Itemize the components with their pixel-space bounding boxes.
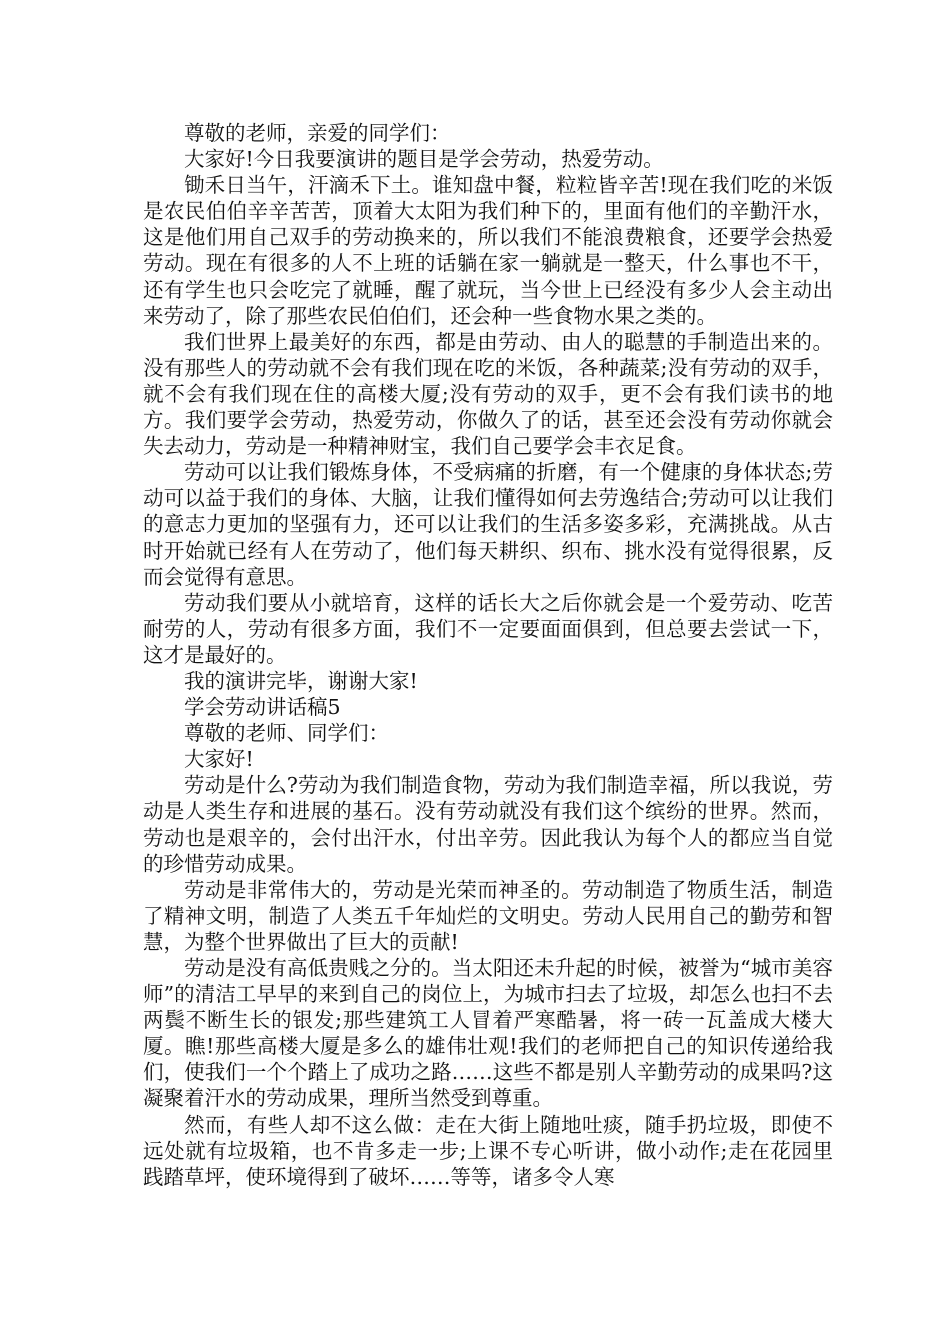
paragraph-greeting: 大家好!今日我要演讲的题目是学会劳动，热爱劳动。 [184, 147, 664, 172]
section-title: 学会劳动讲话稿5 [184, 695, 341, 720]
paragraph: 我们世界上最美好的东西，都是由劳动、由人的聪慧的手制造出来的。没有那些人的劳动就不会有我们现在吃的米饭，各种蔬菜;没有劳动的双手，就不会有我们现在住的高楼大厦;没有劳动的双手，更不会有我们读书的地方。我们要学会劳动，热爱劳动，你做久了的话，甚至还会没有劳动你就会失去动力，劳动是一种精神财宝，我们自己要学会丰衣足食。 [143, 329, 833, 459]
paragraph: 劳动是非常伟大的，劳动是光荣而神圣的。劳动制造了物质生活，制造了精神文明，制造了人类五千年灿烂的文明史。劳动人民用自己的勤劳和智慧，为整个世界做出了巨大的贡献! [143, 877, 833, 954]
paragraph: 然而，有些人却不这么做：走在大街上随地吐痰，随手扔垃圾，即使不远处就有垃圾箱，也不肯多走一步;上课不专心听讲，做小动作;走在花园里践踏草坪，使环境得到了破坏……等等，诸多令人寒 [143, 1112, 833, 1189]
paragraph: 劳动是什么?劳动为我们制造食物，劳动为我们制造幸福，所以我说，劳动是人类生存和进展的基石。没有劳动就没有我们这个缤纷的世界。然而，劳动也是艰辛的，会付出汗水，付出辛劳。因此我认为每个人的都应当自觉的珍惜劳动成果。 [143, 773, 833, 876]
paragraph-salutation: 尊敬的老师，亲爱的同学们： [184, 121, 451, 145]
paragraph: 劳动我们要从小就培育，这样的话长大之后你就会是一个爱劳动、吃苦耐劳的人，劳动有很多方面，我们不一定要面面俱到，但总要去尝试一下，这才是最好的。 [143, 590, 833, 667]
paragraph: 劳动是没有高低贵贱之分的。当太阳还未升起的时候，被誉为“城市美容师”的清洁工早早的来到自己的岗位上，为城市扫去了垃圾，却怎么也扫不去两鬓不断生长的银发;那些建筑工人冒着严寒酷暑，将一砖一瓦盖成大楼大厦。瞧!那些高楼大厦是多么的雄伟壮观!我们的老师把自己的知识传递给我们，使我们一个个踏上了成功之路……这些不都是别人辛勤劳动的成果吗?这凝聚着汗水的劳动成果，理所当然受到尊重。 [143, 956, 833, 1111]
paragraph-closing: 我的演讲完毕，谢谢大家! [184, 668, 418, 693]
paragraph-salutation: 尊敬的老师、同学们： [184, 721, 389, 746]
paragraph-greeting: 大家好! [184, 747, 254, 772]
paragraph: 劳动可以让我们锻炼身体，不受病痛的折磨，有一个健康的身体状态;劳动可以益于我们的身体、大脑，让我们懂得如何去劳逸结合;劳动可以让我们的意志力更加的坚强有力，还可以让我们的生活多姿多彩，充满挑战。从古时开始就已经有人在劳动了，他们每天耕织、织布、挑水没有觉得很累，反而会觉得有意思。 [143, 460, 833, 589]
document-body [143, 120, 833, 1190]
paragraph: 锄禾日当午，汗滴禾下土。谁知盘中餐，粒粒皆辛苦!现在我们吃的米饭是农民伯伯辛辛苦苦，顶着大太阳为我们种下的，里面有他们的辛勤汗水，这是他们用自己双手的劳动换来的，所以我们不能浪费粮食，还要学会热爱劳动。现在有很多的人不上班的话躺在家一躺就是一整天，什么事也不干，还有学生也只会吃完了就睡，醒了就玩，当今世上已经没有多少人会主动出来劳动了，除了那些农民伯伯们，还会种一些食物水果之类的。 [143, 173, 833, 328]
